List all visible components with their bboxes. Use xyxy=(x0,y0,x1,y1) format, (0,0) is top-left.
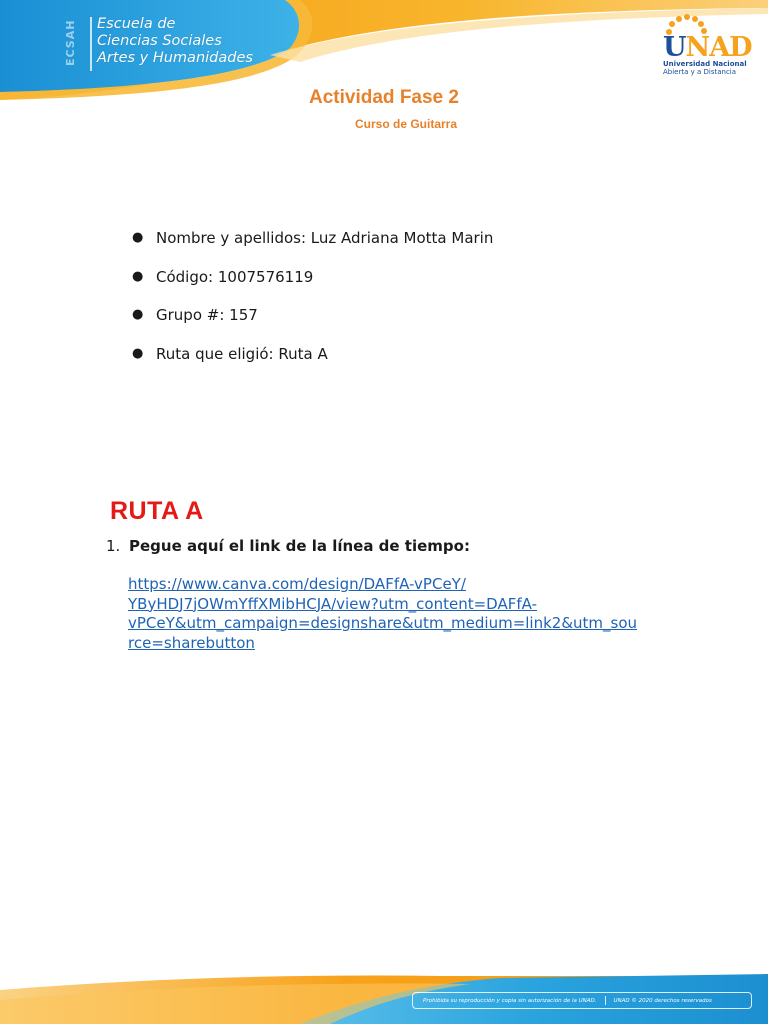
student-group: Grupo #: 157 xyxy=(156,306,258,324)
footer-banner xyxy=(0,960,768,1024)
header-banner xyxy=(0,0,768,130)
student-name: Nombre y apellidos: Luz Adriana Motta Marin xyxy=(156,229,494,247)
document-subtitle: Curso de Guitarra xyxy=(354,117,458,131)
faculty-abbreviation: ECSAH xyxy=(64,19,77,67)
timeline-link[interactable] xyxy=(128,575,637,653)
footer-notice: Prohibida su reproducción y copia sin autorización de la UNAD. xyxy=(423,997,597,1004)
footer-separator xyxy=(605,996,606,1005)
unad-wordmark: UNAD xyxy=(663,32,752,63)
link-line[interactable]: YByHDJ7jOWmYffXMibHCJA/view?utm_content=DAFfA- xyxy=(128,594,537,613)
bullet-icon: ● xyxy=(132,230,144,245)
document-title: Actividad Fase 2 xyxy=(309,87,459,108)
footer-notice-box xyxy=(412,992,752,1009)
link-line[interactable]: https://www.canva.com/design/DAFfA-vPCeY/ xyxy=(128,575,466,593)
school-name xyxy=(97,16,253,67)
link-line[interactable]: rce=sharebutton xyxy=(128,633,255,652)
chosen-route: Ruta que eligió: Ruta A xyxy=(156,344,328,363)
student-code: Código: 1007576119 xyxy=(156,267,314,286)
unad-subtitle: Universidad Nacional Abierta y a Distancia xyxy=(663,60,747,76)
footer-copyright: UNAD © 2020 derechos reservados xyxy=(613,997,712,1004)
school-line-2: Ciencias Sociales xyxy=(97,33,222,49)
school-line-1: Escuela de xyxy=(97,16,176,32)
unad-logo xyxy=(657,14,752,80)
link-line[interactable]: vPCeY&utm_campaign=designshare&utm_medium=link2&utm_sou xyxy=(128,614,638,632)
route-heading: RUTA A xyxy=(110,497,204,525)
school-line-3: Artes y Humanidades xyxy=(97,50,253,66)
question-text: Pegue aquí el link de la línea de tiempo: xyxy=(129,537,470,555)
bullet-icon: ● xyxy=(132,307,144,322)
bullet-icon: ● xyxy=(132,268,144,284)
bullet-icon: ● xyxy=(132,345,144,361)
school-divider xyxy=(90,17,92,71)
question-number: 1. xyxy=(106,537,121,555)
